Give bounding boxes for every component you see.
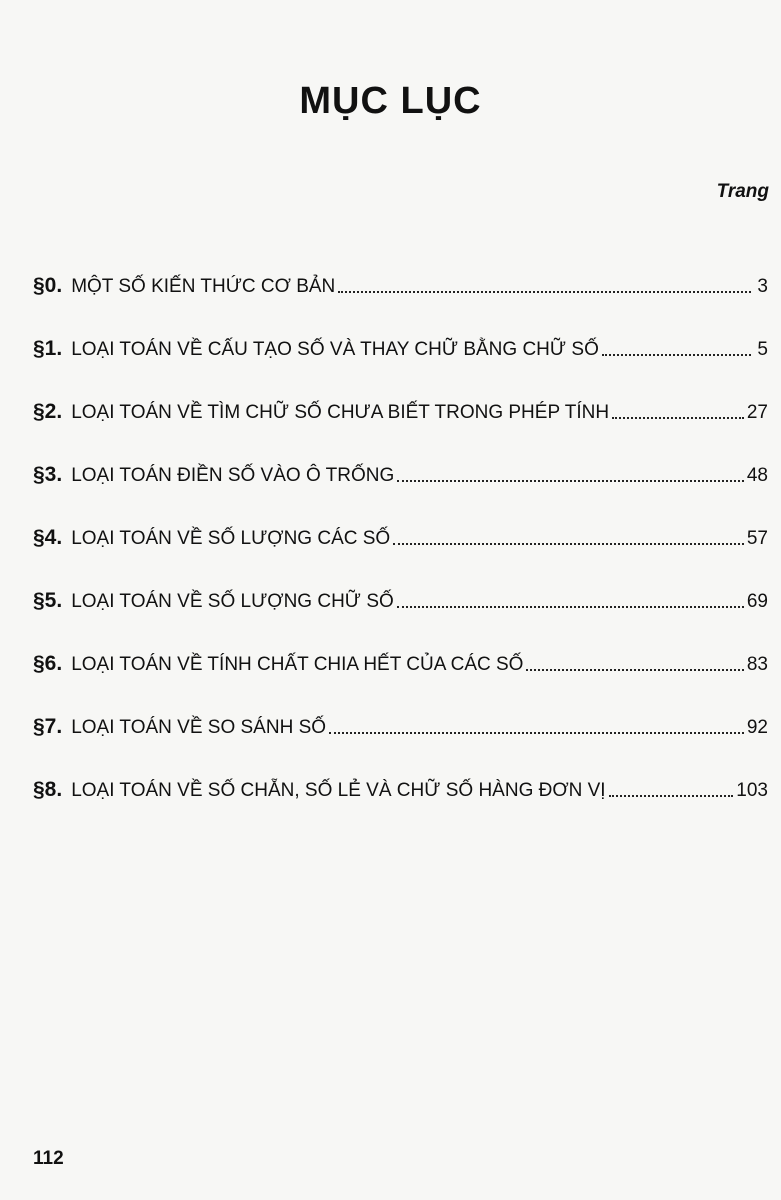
- toc-entry-8: [33, 739, 768, 802]
- toc-entry-page: 92: [746, 717, 768, 738]
- toc-entry-page: 69: [746, 591, 768, 612]
- toc-entry-5: [33, 550, 768, 613]
- toc-entry-number: §8.: [33, 778, 63, 801]
- toc-entry-1: [33, 298, 768, 361]
- toc-entry-title: LOẠI TOÁN VỀ CẤU TẠO SỐ VÀ THAY CHỮ BẰNG CHỮ SỐ: [71, 339, 599, 360]
- toc-entry-title: LOẠI TOÁN VỀ TÌM CHỮ SỐ CHƯA BIẾT TRONG PHÉP TÍNH: [71, 402, 610, 423]
- toc-entry-number: §7.: [33, 715, 63, 738]
- toc-entry-page: 57: [746, 528, 768, 549]
- toc-entry-number: §1.: [33, 337, 63, 360]
- toc-entry-4: [33, 487, 768, 550]
- toc-entry-title: LOẠI TOÁN VỀ SO SÁNH SỐ: [71, 717, 327, 738]
- dot-leader: [338, 291, 751, 293]
- toc-entry-number: §2.: [33, 400, 63, 423]
- toc-entry-title: MỘT SỐ KIẾN THỨC CƠ BẢN: [71, 276, 336, 297]
- toc-entry-2: [33, 361, 768, 424]
- toc-entry-page: 3: [757, 276, 768, 297]
- page-title: MỤC LỤC: [299, 80, 482, 122]
- dot-leader: [397, 606, 744, 608]
- dot-leader: [329, 732, 744, 734]
- page-number: 112: [33, 1148, 64, 1169]
- dot-leader: [602, 354, 751, 356]
- toc-entry-page: 27: [746, 402, 768, 423]
- toc-entry-page: 103: [736, 780, 768, 801]
- dot-leader: [397, 480, 744, 482]
- dot-leader: [393, 543, 744, 545]
- dot-leader: [609, 795, 734, 797]
- dot-leader: [612, 417, 744, 419]
- toc-entry-title: LOẠI TOÁN VỀ TÍNH CHẤT CHIA HẾT CỦA CÁC SỐ: [71, 654, 524, 675]
- toc-entry-0: [33, 235, 768, 298]
- toc-entry-title: LOẠI TOÁN VỀ SỐ CHẴN, SỐ LẺ VÀ CHỮ SỐ HÀNG ĐƠN VỊ: [71, 780, 606, 801]
- toc-entry-page: 83: [746, 654, 768, 675]
- page-column-header: Trang: [716, 181, 769, 202]
- toc-entry-page: 5: [757, 339, 768, 360]
- table-of-contents: [33, 235, 768, 802]
- toc-entry-number: §0.: [33, 274, 63, 297]
- toc-entry-3: [33, 424, 768, 487]
- toc-entry-page: 48: [746, 465, 768, 486]
- toc-entry-title: LOẠI TOÁN VỀ SỐ LƯỢNG CÁC SỐ: [71, 528, 391, 549]
- toc-entry-title: LOẠI TOÁN VỀ SỐ LƯỢNG CHỮ SỐ: [71, 591, 394, 612]
- toc-entry-number: §4.: [33, 526, 63, 549]
- toc-entry-6: [33, 613, 768, 676]
- toc-entry-number: §5.: [33, 589, 63, 612]
- toc-entry-title: LOẠI TOÁN ĐIỀN SỐ VÀO Ô TRỐNG: [71, 465, 395, 486]
- toc-entry-number: §3.: [33, 463, 63, 486]
- dot-leader: [526, 669, 743, 671]
- toc-entry-7: [33, 676, 768, 739]
- toc-entry-number: §6.: [33, 652, 63, 675]
